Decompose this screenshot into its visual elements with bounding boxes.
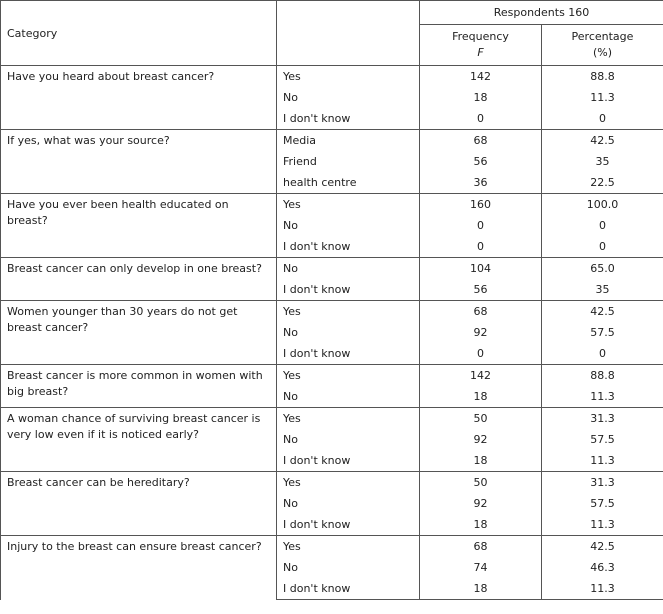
option-cell: No [277, 493, 420, 514]
option-cell: No [277, 258, 420, 280]
percentage-cell: 57.5 [542, 493, 663, 514]
frequency-cell: 68 [420, 130, 542, 152]
question-cell: If yes, what was your source? [1, 130, 277, 194]
table-body [1, 66, 663, 600]
option-cell: health centre [277, 172, 420, 194]
option-cell: I don't know [277, 236, 420, 258]
frequency-cell: 92 [420, 429, 542, 450]
frequency-cell: 142 [420, 365, 542, 387]
percentage-cell: 11.3 [542, 450, 663, 472]
question-cell: Have you heard about breast cancer? [1, 66, 277, 130]
table-row [1, 66, 663, 88]
option-cell: No [277, 215, 420, 236]
frequency-header [420, 25, 542, 66]
table-row [1, 130, 663, 152]
question-cell: Have you ever been health educated on breast? [1, 194, 277, 258]
option-cell: Media [277, 130, 420, 152]
option-cell: Yes [277, 365, 420, 387]
percentage-cell: 0 [542, 108, 663, 130]
frequency-cell: 50 [420, 472, 542, 494]
percentage-label: Percentage [571, 30, 634, 43]
frequency-cell: 50 [420, 408, 542, 430]
question-cell: Breast cancer can only develop in one breast? [1, 258, 277, 301]
option-cell: Yes [277, 536, 420, 558]
percentage-cell: 42.5 [542, 536, 663, 558]
percentage-cell: 57.5 [542, 429, 663, 450]
percentage-cell: 57.5 [542, 322, 663, 343]
percentage-cell: 65.0 [542, 258, 663, 280]
frequency-cell: 0 [420, 215, 542, 236]
percentage-cell: 46.3 [542, 557, 663, 578]
frequency-cell: 56 [420, 279, 542, 301]
option-cell: Yes [277, 472, 420, 494]
percentage-header [542, 25, 663, 66]
frequency-symbol: F [477, 46, 484, 59]
frequency-cell: 56 [420, 151, 542, 172]
option-cell: No [277, 322, 420, 343]
table-row [1, 472, 663, 494]
percentage-cell: 11.3 [542, 514, 663, 536]
question-cell: Breast cancer can be hereditary? [1, 472, 277, 536]
frequency-cell: 92 [420, 493, 542, 514]
table-row [1, 365, 663, 387]
percentage-cell: 42.5 [542, 301, 663, 323]
percentage-cell: 35 [542, 279, 663, 301]
percentage-cell: 11.3 [542, 578, 663, 600]
option-cell: I don't know [277, 108, 420, 130]
option-cell: No [277, 429, 420, 450]
percentage-cell: 0 [542, 343, 663, 365]
percentage-cell: 31.3 [542, 472, 663, 494]
option-cell: No [277, 557, 420, 578]
frequency-cell: 18 [420, 87, 542, 108]
percentage-cell: 42.5 [542, 130, 663, 152]
option-cell: I don't know [277, 514, 420, 536]
table-row [1, 301, 663, 323]
category-header: Category [1, 1, 277, 66]
option-cell: Yes [277, 194, 420, 216]
table-row [1, 194, 663, 216]
option-cell: Friend [277, 151, 420, 172]
frequency-cell: 142 [420, 66, 542, 88]
percentage-cell: 31.3 [542, 408, 663, 430]
option-cell: Yes [277, 301, 420, 323]
option-cell: No [277, 87, 420, 108]
header-row-1 [1, 1, 663, 25]
percentage-cell: 100.0 [542, 194, 663, 216]
option-cell: Yes [277, 66, 420, 88]
frequency-cell: 18 [420, 450, 542, 472]
table-row [1, 408, 663, 430]
percentage-cell: 22.5 [542, 172, 663, 194]
option-cell: I don't know [277, 343, 420, 365]
percentage-cell: 11.3 [542, 87, 663, 108]
frequency-cell: 68 [420, 536, 542, 558]
frequency-cell: 74 [420, 557, 542, 578]
frequency-label: Frequency [452, 30, 509, 43]
percentage-cell: 88.8 [542, 66, 663, 88]
frequency-cell: 92 [420, 322, 542, 343]
frequency-cell: 18 [420, 386, 542, 408]
option-cell: I don't know [277, 578, 420, 600]
table-row [1, 258, 663, 280]
frequency-cell: 0 [420, 108, 542, 130]
option-cell: No [277, 386, 420, 408]
percentage-cell: 88.8 [542, 365, 663, 387]
frequency-cell: 0 [420, 343, 542, 365]
frequency-cell: 18 [420, 578, 542, 600]
table-row [1, 536, 663, 558]
respondents-header: Respondents 160 [420, 1, 663, 25]
question-cell: Women younger than 30 years do not get breast cancer? [1, 301, 277, 365]
frequency-cell: 160 [420, 194, 542, 216]
frequency-cell: 36 [420, 172, 542, 194]
percentage-cell: 0 [542, 215, 663, 236]
question-cell: A woman chance of surviving breast cancer is very low even if it is noticed early? [1, 408, 277, 472]
frequency-cell: 104 [420, 258, 542, 280]
percentage-cell: 35 [542, 151, 663, 172]
frequency-cell: 0 [420, 236, 542, 258]
option-cell: I don't know [277, 279, 420, 301]
percentage-cell: 0 [542, 236, 663, 258]
option-cell: Yes [277, 408, 420, 430]
percentage-cell: 11.3 [542, 386, 663, 408]
frequency-cell: 18 [420, 514, 542, 536]
option-header [277, 1, 420, 66]
question-cell: Breast cancer is more common in women with big breast? [1, 365, 277, 408]
option-cell: I don't know [277, 450, 420, 472]
percentage-symbol: (%) [592, 46, 613, 59]
question-cell: Injury to the breast can ensure breast cancer? [1, 536, 277, 600]
frequency-cell: 68 [420, 301, 542, 323]
